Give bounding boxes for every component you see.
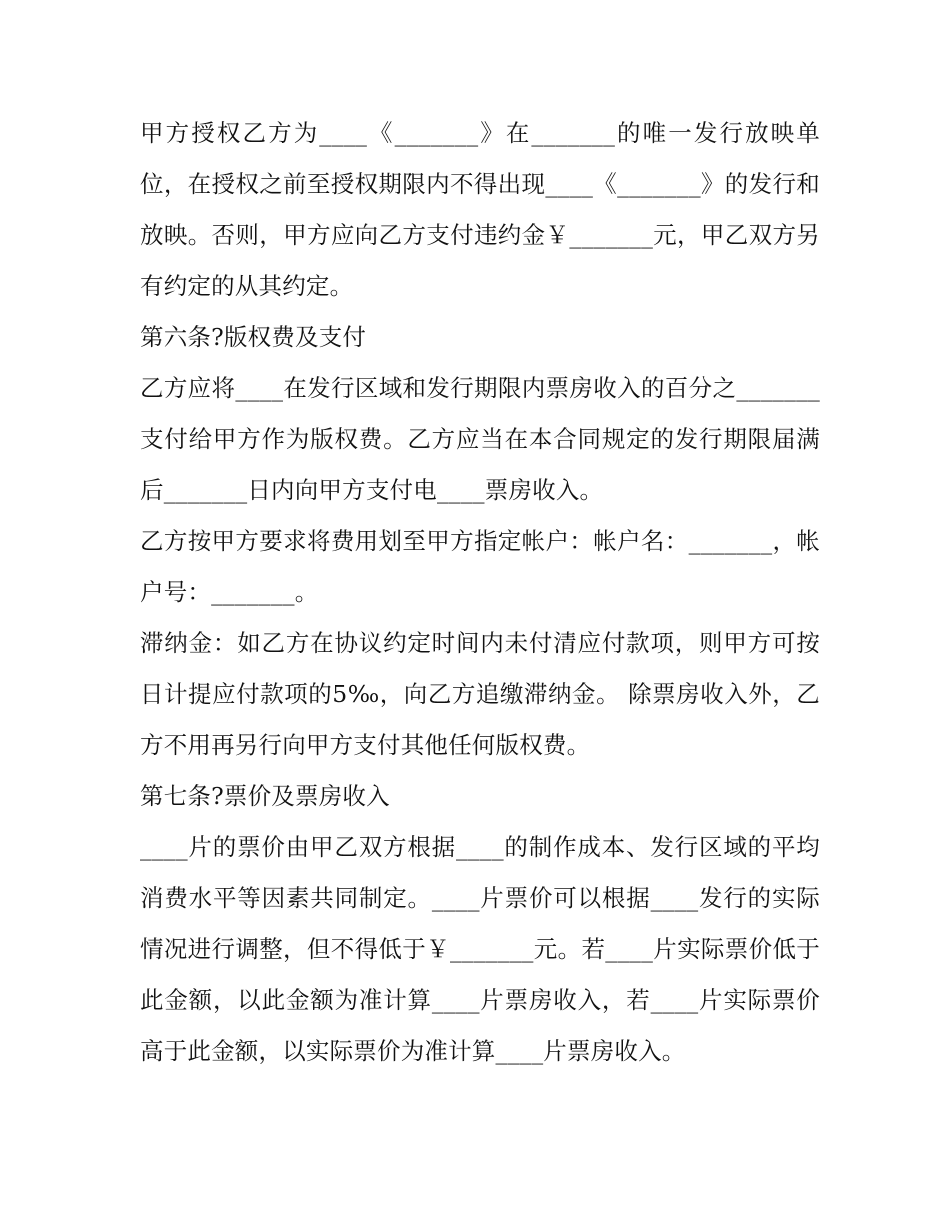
heading-article-7: 第七条?票价及票房收入 — [140, 782, 390, 810]
paragraph-account: 乙方按甲方要求将费用划至甲方指定帐户：帐户名：_______，帐户号：_______。 — [140, 527, 820, 606]
paragraph-royalty: 乙方应将____在发行区域和发行期限内票房收入的百分之_______支付给甲方作为版权费。乙方应当在本合同规定的发行期限届满后_______日内向甲方支付电____票房收入。 — [140, 374, 820, 504]
paragraph-late-fee: 滞纳金：如乙方在协议约定时间内未付清应付款项，则甲方可按日计提应付款项的5‰，向乙方追缴滞纳金。 除票房收入外，乙方不用再另行向甲方支付其他任何版权费。 — [140, 629, 820, 759]
document-body — [140, 108, 820, 1077]
heading-article-6: 第六条?版权费及支付 — [140, 323, 367, 351]
paragraph-ticket-price: ____片的票价由甲乙双方根据____的制作成本、发行区域的平均消费水平等因素共同制定。____片票价可以根据____发行的实际情况进行调整，但不得低于￥_______元。若____片实际票价低于此金额，以此金额为准计算____片票房收入，若____片实际票价高于此金额，以实际票价为准计算____片票房收入。 — [140, 833, 820, 1065]
paragraph-authorization: 甲方授权乙方为____《_______》在_______的唯一发行放映单位，在授权之前至授权期限内不得出现____《_______》的发行和放映。否则，甲方应向乙方支付违约金￥_______元，甲乙双方另有约定的从其约定。 — [140, 119, 820, 300]
